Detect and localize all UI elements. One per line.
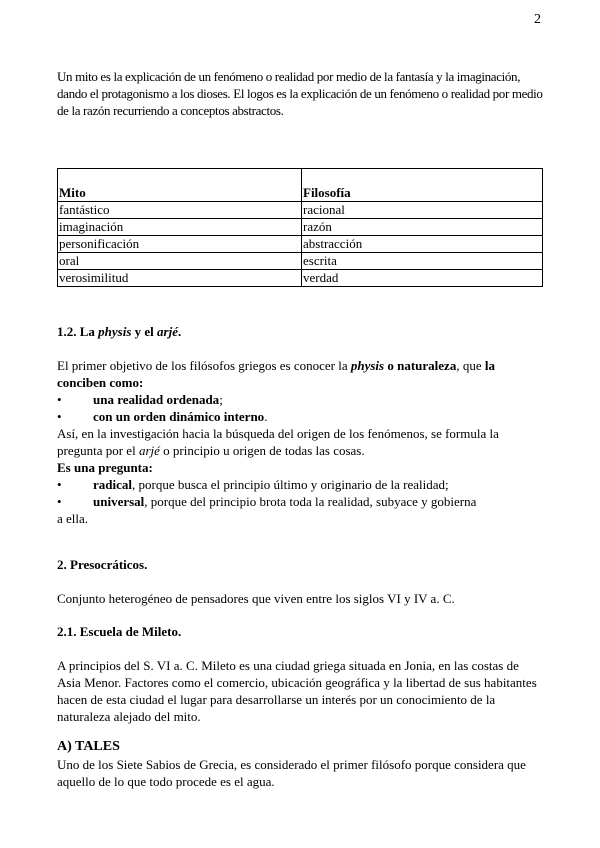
table-row: [58, 219, 543, 236]
section-heading-tales: A) TALES: [57, 739, 120, 754]
table-row: [58, 236, 543, 253]
table-cell: abstracción: [302, 236, 543, 253]
bullet-item: • una realidad ordenada;: [57, 392, 223, 407]
bullet-continuation: a ella.: [57, 511, 89, 526]
table-cell: fantástico: [58, 202, 302, 219]
comparison-table: [57, 168, 543, 287]
intro-paragraph: Un mito es la explicación de un fenómeno o realidad por medio de la fantasía y la imaginación, dando el protagonismo a los dioses. El logos es la explicación de un fenómeno o realidad por medio de la razón recurriendo a conceptos abstractos.: [57, 69, 543, 118]
presocraticos-text: Conjunto heterogéneo de pensadores que viven entre los siglos VI y IV a. C.: [57, 591, 455, 606]
tales-text: Uno de los Siete Sabios de Grecia, es considerado el primer filósofo porque considera que aquello de lo que todo procede es el agua.: [57, 757, 526, 789]
question-label: Es una pregunta:: [57, 460, 153, 475]
table-cell: razón: [302, 219, 543, 236]
physis-paragraph: [57, 357, 543, 527]
bullet-marker: •: [57, 409, 62, 424]
bullet-item: • radical, porque busca el principio último y originario de la realidad;: [57, 477, 449, 492]
physis-intro-line: El primer objetivo de los filósofos griegos es conocer la physis o naturaleza, que la conciben como:: [57, 358, 495, 390]
column-header-filosofia: Filosofía: [302, 169, 543, 202]
section-heading-presocraticos: 2. Presocráticos.: [57, 557, 148, 572]
mileto-text: A principios del S. VI a. C. Mileto es una ciudad griega situada en Jonia, en las costas de Asia Menor. Factores como el comercio, ubicación geográfica y la libertad de sus habitantes hacen de esta ciudad el lugar para desarrollarse un interés por un conocimiento de la naturaleza alejado del mito.: [57, 658, 537, 724]
table-cell: racional: [302, 202, 543, 219]
bullet-item: • universal, porque del principio brota toda la realidad, subyace y gobierna: [57, 494, 477, 509]
section-heading-physis-arje: 1.2. La physis y el arjé.: [57, 324, 182, 339]
bullet-marker: •: [57, 494, 62, 509]
table-cell: imaginación: [58, 219, 302, 236]
arje-question-text: Así, en la investigación hacia la búsqueda del origen de los fenómenos, se formula la pregunta por el arjé o principio u origen de todas las cosas.: [57, 426, 499, 458]
table-cell: oral: [58, 253, 302, 270]
table-row: [58, 270, 543, 287]
table-row: [58, 202, 543, 219]
page-number: 2: [534, 12, 541, 27]
table-row: [58, 253, 543, 270]
table-cell: escrita: [302, 253, 543, 270]
section-heading-mileto: 2.1. Escuela de Mileto.: [57, 624, 182, 639]
table-header-row: [58, 169, 543, 202]
table-cell: personificación: [58, 236, 302, 253]
bullet-item: • con un orden dinámico interno.: [57, 409, 268, 424]
column-header-mito: Mito: [58, 169, 302, 202]
bullet-marker: •: [57, 477, 62, 492]
table-cell: verosimilitud: [58, 270, 302, 287]
table-cell: verdad: [302, 270, 543, 287]
bullet-marker: •: [57, 392, 62, 407]
